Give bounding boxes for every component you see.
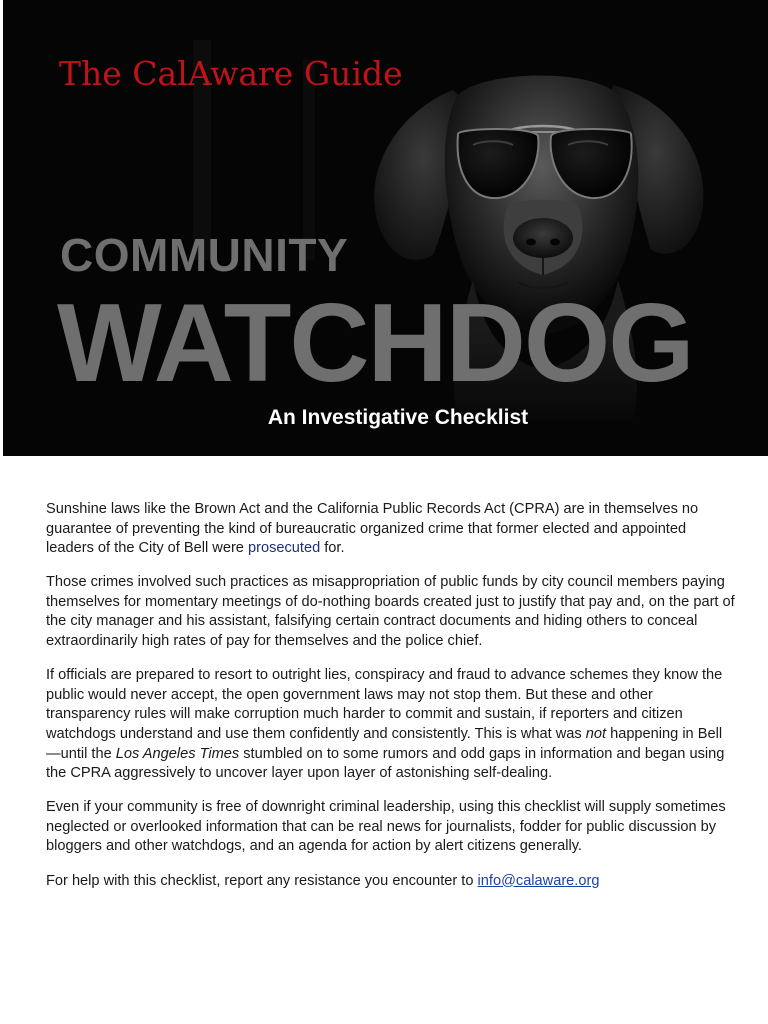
paragraph-3 bbox=[46, 666, 736, 784]
paragraph-2: Those crimes involved such practices as misappropriation of public funds by city council members paying themselves for momentary meetings of do-nothing boards created just to justify that pay and, on the part of the city manager and his assistant, falsifying certain contract documents and hiding others to conceal extraordinarily high rates of pay for themselves and the police chief. bbox=[46, 574, 735, 650]
headline-watchdog: WATCHDOG bbox=[57, 281, 693, 405]
paragraph-1-end: for. bbox=[320, 540, 345, 557]
email-link[interactable]: info@calaware.org bbox=[477, 872, 600, 889]
cover-banner bbox=[3, 0, 768, 456]
paragraph-3-text-a: If officials are prepared to resort to outright lies, conspiracy and fraud to advance schemes they know the public would never accept, the open government laws may not stop them. But these and other transparency rules will make corruption much harder to commit and sustain, if reporters and citizen watchdogs understand and use them confidently and consistently. This is what was bbox=[46, 667, 723, 742]
headline-community: COMMUNITY bbox=[60, 229, 349, 281]
paragraph-4: Even if your community is free of downright criminal leadership, using this checklist will supply sometimes neglected or overlooked information that can be real news for journalists, fodder for public discussion by bloggers and other watchdogs, and an agenda for action by alert citizens generally. bbox=[46, 799, 726, 855]
banner-subtitle: An Investigative Checklist bbox=[267, 406, 529, 429]
prosecuted-link[interactable]: prosecuted bbox=[247, 540, 321, 557]
guide-title: The CalAware Guide bbox=[59, 54, 403, 93]
paragraph-1-text: Sunshine laws like the Brown Act and the California Public Records Act (CPRA) are in themselves no guarantee of preventing the kind of bureaucratic organized crime that former elected and appointed leaders of the City of Bell were bbox=[46, 501, 699, 557]
paragraph-5-text: For help with this checklist, report any resistance you encounter to bbox=[46, 872, 478, 889]
paragraph-3-text-b: happening in Bell—until the bbox=[46, 725, 723, 762]
body-text bbox=[46, 500, 736, 906]
paragraph-1 bbox=[46, 500, 736, 559]
paragraph-5 bbox=[46, 872, 736, 892]
paragraph-3-emphasis-lat: Los Angeles Times bbox=[115, 745, 240, 762]
paragraph-3-emphasis-not: not bbox=[585, 725, 607, 742]
paragraph-3-text-c: stumbled on to some rumors and odd gaps in information and began using the CPRA aggressively to uncover layer upon layer of astonishing self-dealing. bbox=[46, 745, 725, 782]
